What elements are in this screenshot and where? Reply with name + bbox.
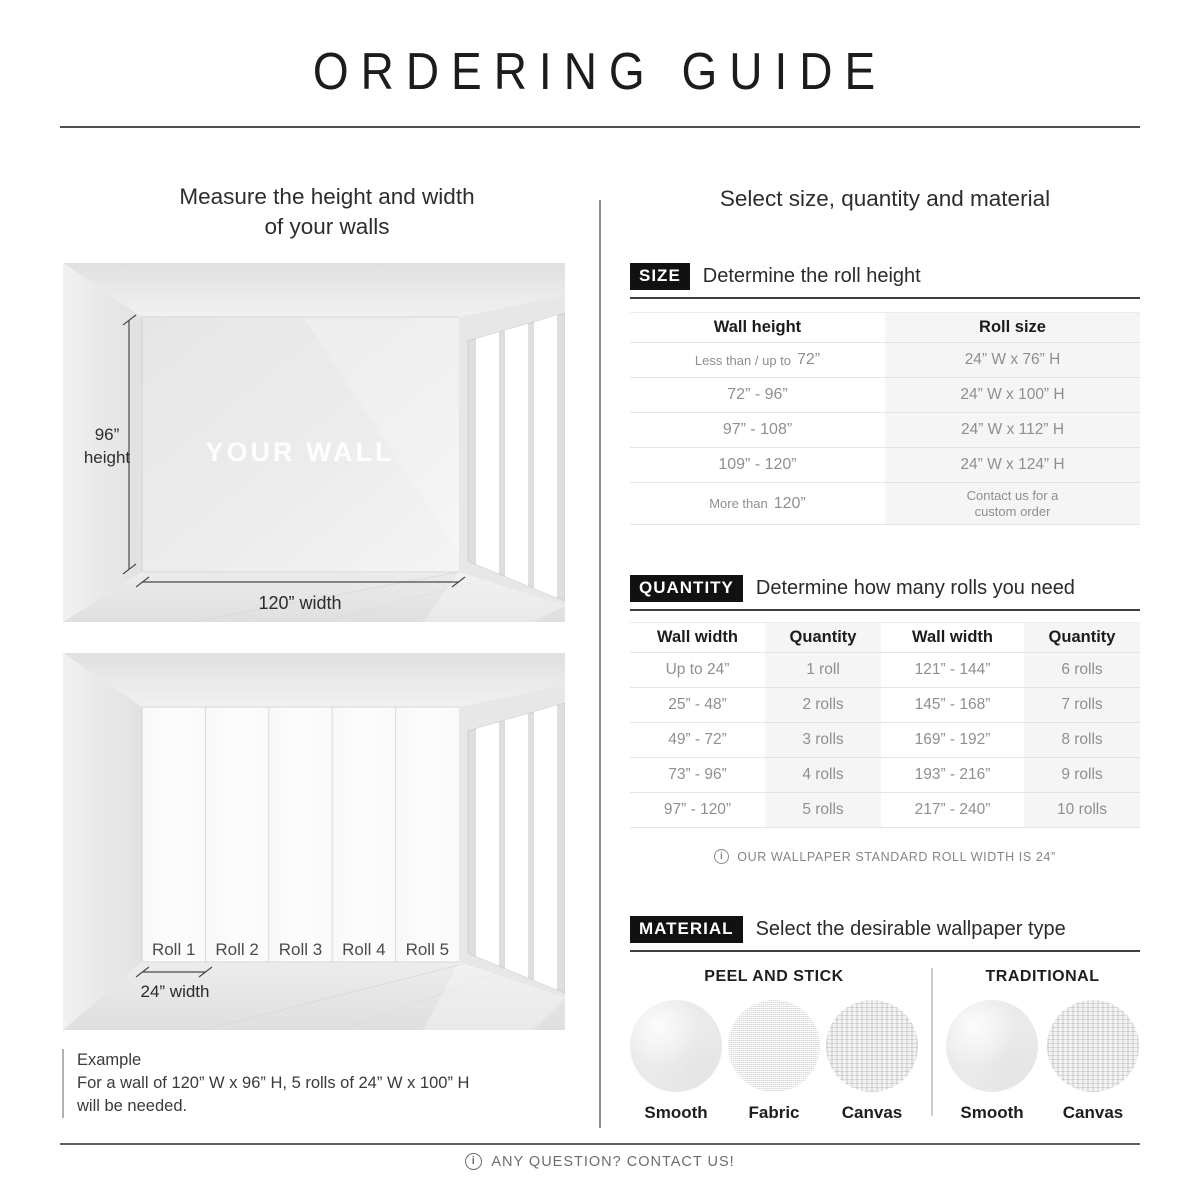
roll-panel — [142, 707, 205, 962]
your-wall-label: YOUR WALL — [205, 437, 395, 467]
roll-label: Roll 1 — [151, 940, 196, 959]
swatch-item — [946, 1000, 1038, 1123]
material-subtitle: Select the desirable wallpaper type — [755, 918, 1066, 940]
smooth-swatch — [630, 1000, 722, 1092]
material-group-peel-and-stick — [630, 968, 918, 1123]
size-row-roll: Contact us for a custom order — [885, 483, 1140, 525]
size-row-wall: Less than / up to 72” — [630, 343, 885, 378]
swatch-item — [1047, 1000, 1139, 1123]
qty-cell: 9 rolls — [1024, 758, 1140, 793]
ceiling — [63, 653, 565, 707]
size-badge: SIZE — [630, 263, 690, 290]
info-icon — [465, 1153, 482, 1170]
example-text-line1: For a wall of 120” W x 96” H, 5 rolls of 24” W x 100” H — [77, 1074, 470, 1092]
qty-cell: 5 rolls — [765, 793, 881, 828]
swatch-row — [946, 1000, 1139, 1123]
canvas-swatch — [826, 1000, 918, 1092]
material-section-header — [630, 916, 1140, 952]
right-column-heading: Select size, quantity and material — [719, 186, 1051, 211]
roll-width-dimension-label: 24” width — [140, 982, 210, 1001]
qty-cell: 4 rolls — [765, 758, 881, 793]
roll-panel — [396, 707, 459, 962]
window-pane — [505, 324, 528, 586]
qty-cell: 8 rolls — [1024, 723, 1140, 758]
size-row-roll: 24” W x 100” H — [885, 378, 1140, 413]
swatch-label: Canvas — [1062, 1103, 1124, 1122]
width-dimension-label: 120” width — [258, 593, 342, 613]
material-badge: MATERIAL — [630, 916, 743, 943]
swatch-label: Canvas — [841, 1103, 903, 1122]
window-pane — [505, 714, 528, 978]
roll-panel — [205, 707, 268, 962]
left-heading-line2: of your walls — [264, 214, 390, 239]
quantity-section — [630, 575, 1140, 864]
quantity-subtitle: Determine how many rolls you need — [755, 577, 1075, 599]
size-header-roll: Roll size — [885, 313, 1140, 343]
footer-divider-line — [60, 1143, 1140, 1145]
room-illustration-your-wall — [63, 263, 565, 622]
material-group-traditional — [946, 968, 1139, 1123]
qty-cell: 7 rolls — [1024, 688, 1140, 723]
window-pane — [476, 332, 499, 574]
qty-cell: 3 rolls — [765, 723, 881, 758]
smooth-swatch — [946, 1000, 1038, 1092]
title-divider-line — [60, 126, 1140, 128]
material-section — [630, 916, 1140, 1123]
qty-cell: 10 rolls — [1024, 793, 1140, 828]
canvas-swatch — [1047, 1000, 1139, 1092]
roll-label: Roll 3 — [278, 940, 323, 959]
size-row-wall: 97” - 108” — [630, 413, 885, 448]
qty-cell: 73” - 96” — [630, 758, 765, 793]
material-group-divider — [931, 968, 933, 1116]
size-table — [630, 312, 1140, 525]
room-top-svg — [63, 263, 565, 622]
example-title: Example — [77, 1051, 142, 1069]
size-row-wall: 72” - 96” — [630, 378, 885, 413]
left-column-heading — [72, 182, 582, 242]
roll-label: Roll 4 — [342, 940, 386, 959]
quantity-table — [630, 622, 1140, 828]
column-divider-line — [599, 200, 601, 1128]
qty-header: Quantity — [1024, 623, 1140, 653]
swatch-item — [728, 1000, 820, 1123]
ceiling — [63, 263, 565, 317]
roll-label: Roll 5 — [405, 940, 450, 959]
qty-cell: Up to 24” — [630, 653, 765, 688]
roll-width-note-text: OUR WALLPAPER STANDARD ROLL WIDTH IS 24” — [737, 849, 1056, 864]
swatch-label: Smooth — [960, 1103, 1024, 1122]
swatch-label: Smooth — [644, 1103, 708, 1122]
qty-cell: 1 roll — [765, 653, 881, 688]
footer-text: ANY QUESTION? CONTACT US! — [491, 1153, 735, 1170]
size-row-wall: 109” - 120” — [630, 448, 885, 483]
qty-cell: 49” - 72” — [630, 723, 765, 758]
size-section-header — [630, 263, 1140, 299]
quantity-section-header — [630, 575, 1140, 611]
qty-header: Quantity — [765, 623, 881, 653]
room-illustration-rolls — [63, 653, 565, 1030]
swatch-item — [630, 1000, 722, 1123]
window-pane — [534, 705, 557, 989]
fabric-swatch — [728, 1000, 820, 1092]
window-pane — [476, 722, 499, 966]
swatch-item — [826, 1000, 918, 1123]
page-title: ORDERING GUIDE — [312, 41, 888, 101]
example-text-line2: will be needed. — [77, 1097, 188, 1115]
window-pane — [534, 315, 557, 597]
qty-cell: 169” - 192” — [881, 723, 1024, 758]
qty-cell: 145” - 168” — [881, 688, 1024, 723]
qty-cell: 25” - 48” — [630, 688, 765, 723]
swatch-row — [630, 1000, 918, 1123]
qty-cell: 193” - 216” — [881, 758, 1024, 793]
size-row-roll: 24” W x 112” H — [885, 413, 1140, 448]
roll-label: Roll 2 — [215, 940, 259, 959]
footer — [0, 1153, 1200, 1170]
material-group-name: PEEL AND STICK — [704, 968, 844, 985]
swatch-label: Fabric — [748, 1103, 800, 1122]
qty-cell: 97” - 120” — [630, 793, 765, 828]
height-dimension-word: height — [83, 448, 131, 467]
example-block — [62, 1049, 567, 1118]
qty-cell: 217” - 240” — [881, 793, 1024, 828]
size-row-roll: 24” W x 124” H — [885, 448, 1140, 483]
material-body — [630, 968, 1140, 1123]
size-section — [630, 263, 1140, 525]
size-row-roll: 24” W x 76” H — [885, 343, 1140, 378]
qty-cell: 2 rolls — [765, 688, 881, 723]
room-bottom-svg — [63, 653, 565, 1030]
quantity-badge: QUANTITY — [630, 575, 743, 602]
roll-panel — [332, 707, 395, 962]
left-heading-line1: Measure the height and width — [179, 184, 475, 209]
size-header-wall: Wall height — [630, 313, 885, 343]
roll-width-note — [630, 849, 1140, 864]
roll-panel — [269, 707, 332, 962]
qty-header: Wall width — [881, 623, 1024, 653]
qty-cell: 121” - 144” — [881, 653, 1024, 688]
info-icon — [714, 849, 729, 864]
qty-cell: 6 rolls — [1024, 653, 1140, 688]
height-dimension-value: 96” — [94, 425, 120, 444]
size-subtitle: Determine the roll height — [702, 265, 921, 287]
size-row-wall: More than 120” — [630, 483, 885, 525]
material-group-name: TRADITIONAL — [985, 968, 1100, 985]
qty-header: Wall width — [630, 623, 765, 653]
